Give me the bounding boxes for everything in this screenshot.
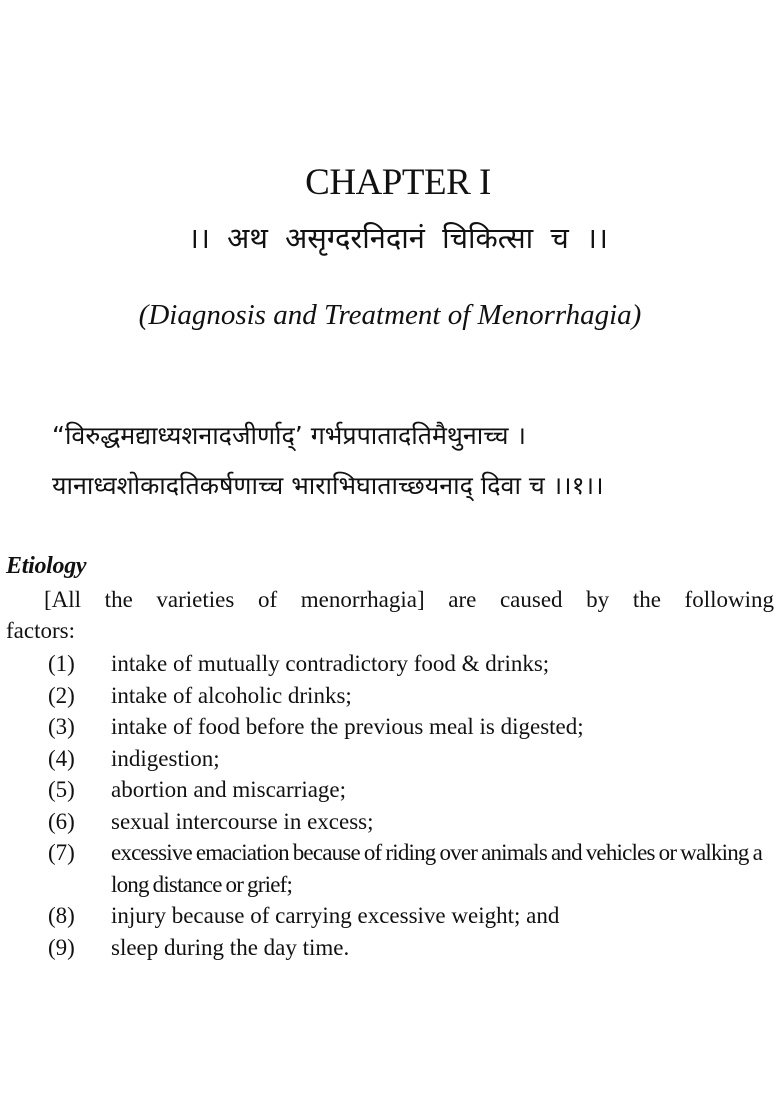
chapter-subtitle: (Diagnosis and Treatment of Menorrhagia)	[138, 299, 642, 331]
factor-number: (8)	[48, 903, 75, 928]
factor-text: intake of mutually contradictory food & drinks;	[111, 651, 550, 676]
factor-number: (5)	[48, 777, 75, 802]
factor-item	[48, 711, 774, 743]
section-heading: Etiology	[6, 553, 87, 579]
chapter-title: CHAPTER I	[305, 161, 491, 203]
factor-text: sexual intercourse in excess;	[111, 808, 374, 834]
factor-item	[48, 774, 774, 806]
factor-text: intake of alcoholic drinks;	[111, 682, 352, 708]
etiology-factor-list	[48, 648, 774, 963]
factor-item	[48, 837, 774, 900]
intro-paragraph-line-1: [All the varieties of menorrhagia] are caused by the following	[44, 587, 774, 612]
factor-text: sleep during the day time.	[111, 934, 350, 960]
factor-text: injury because of carrying excessive weight; and	[111, 903, 560, 928]
factor-number: (4)	[48, 745, 75, 771]
sanskrit-verse-line-1: “विरुद्धमद्याध्यशनादजीर्णाद्’ गर्भप्रपातादतिमैथुनाच्च ।	[52, 421, 526, 450]
factor-item	[48, 806, 774, 838]
factor-number: (1)	[48, 651, 75, 676]
factor-item	[48, 680, 774, 712]
factor-text: indigestion;	[111, 745, 220, 771]
factor-text: excessive emaciation because of riding over animals and vehicles or walking a long distance or grief;	[111, 840, 762, 897]
factor-item	[48, 900, 774, 932]
intro-paragraph-line-2: factors:	[6, 618, 75, 643]
factor-number: (2)	[48, 682, 75, 708]
factor-item	[48, 743, 774, 775]
factor-number: (9)	[48, 934, 75, 960]
factor-item	[48, 932, 774, 964]
sanskrit-heading: ।। अथ असृग्दरनिदानं चिकित्सा च ।।	[187, 221, 609, 255]
sanskrit-verse-line-2: यानाध्वशोकादतिकर्षणाच्च भाराभिघाताच्छयनाद् दिवा च ।।१।।	[52, 471, 604, 500]
factor-text: abortion and miscarriage;	[111, 777, 347, 802]
factor-number: (7)	[48, 840, 75, 865]
factor-number: (3)	[48, 714, 75, 739]
factor-item	[48, 648, 774, 680]
factor-number: (6)	[48, 808, 75, 834]
factor-text: intake of food before the previous meal is digested;	[111, 714, 584, 739]
